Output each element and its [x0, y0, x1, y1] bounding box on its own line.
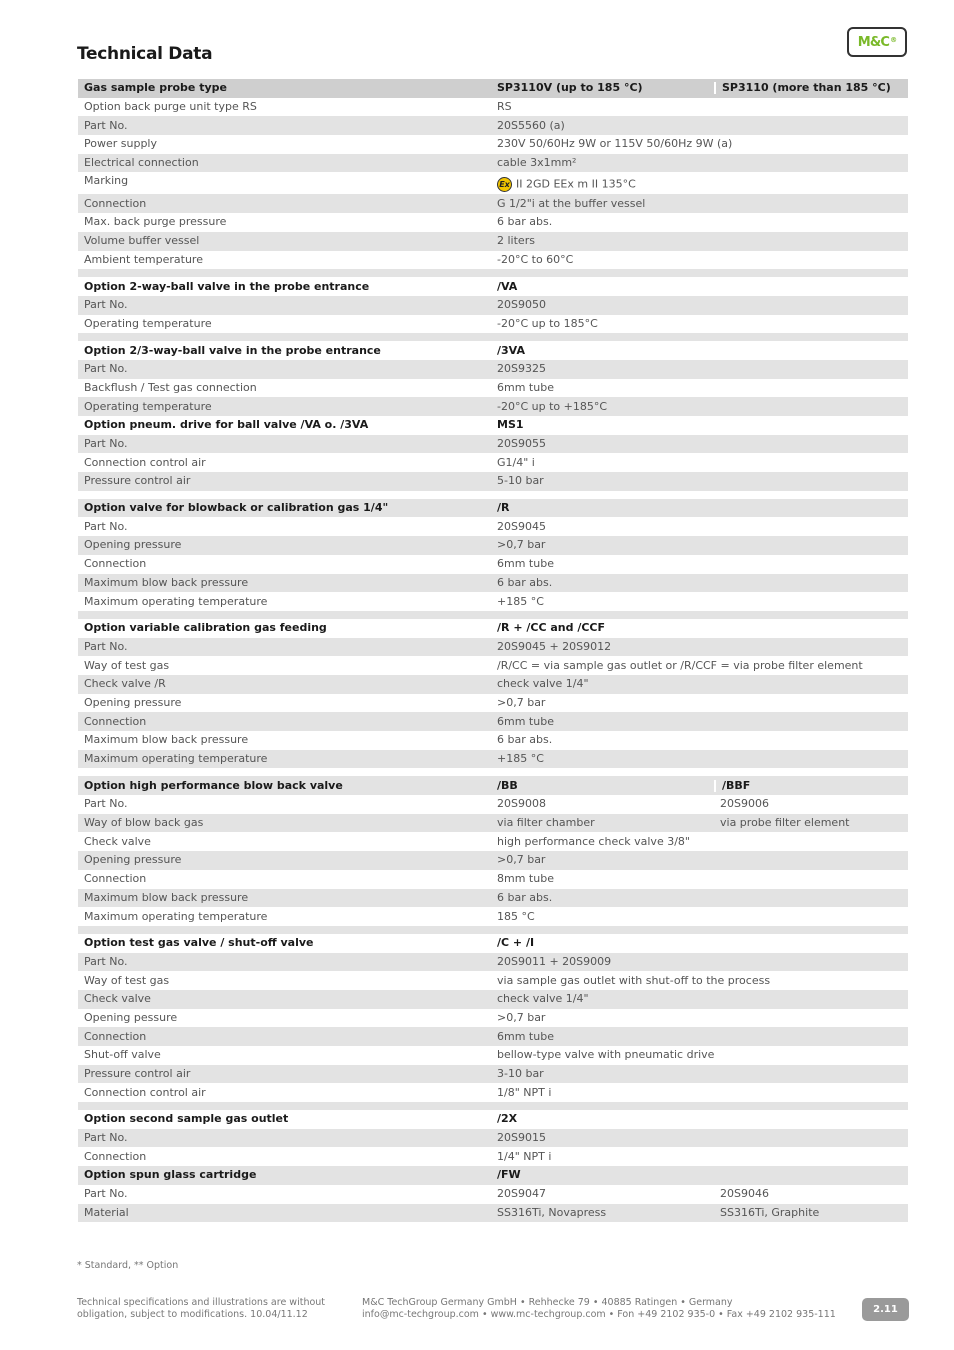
row-value	[491, 177, 908, 192]
row-label: Option valve for blowback or calibration gas 1/4"	[84, 502, 389, 515]
row-value: 5-10 bar	[497, 475, 544, 488]
row-value: 230V 50/60Hz 9W or 115V 50/60Hz 9W (a)	[497, 138, 733, 151]
row-value: 6mm tube	[497, 381, 554, 394]
row-label: Way of blow back gas	[84, 817, 204, 830]
table-row	[78, 360, 908, 379]
table-row	[78, 1129, 908, 1148]
row-value: 20S9047	[497, 1187, 546, 1201]
table-row	[78, 638, 908, 657]
table-row	[78, 172, 908, 194]
row-value: /C + /I	[497, 937, 535, 950]
table-row	[78, 656, 908, 675]
row-label: Pressure control air	[84, 1068, 191, 1081]
row-value: 6mm tube	[497, 558, 554, 571]
row-value: /R	[497, 502, 510, 515]
section-divider	[78, 333, 908, 341]
header-col-sp3110: SP3110 (more than 185 °C)	[714, 82, 908, 94]
row-value: 20S9015	[497, 1132, 546, 1145]
table-row	[78, 1027, 908, 1046]
row-label: Option back purge unit type RS	[84, 101, 257, 114]
table-row	[78, 1009, 908, 1028]
row-label: Opening pressure	[84, 854, 182, 867]
table-row	[78, 731, 908, 750]
section-header-row	[78, 416, 908, 435]
row-value: 6 bar abs.	[497, 891, 553, 904]
row-label: Option variable calibration gas feeding	[84, 622, 327, 635]
ex-hazard-icon: Ex	[497, 177, 512, 192]
section-header-row	[78, 499, 908, 518]
row-label: Part No.	[84, 520, 128, 533]
row-value: -20°C to 60°C	[497, 253, 574, 266]
table-row	[78, 213, 908, 232]
section-header-row	[78, 619, 908, 638]
table-row	[78, 675, 908, 694]
table-row	[78, 592, 908, 611]
registered-mark: ®	[890, 36, 897, 44]
table-row	[78, 154, 908, 173]
table-row	[78, 971, 908, 990]
table-row	[78, 889, 908, 908]
row-label: Operating temperature	[84, 317, 212, 330]
row-label: Check valve	[84, 993, 151, 1006]
table-row	[78, 555, 908, 574]
marking-value: II 2GD EEx m II 135°C	[516, 177, 636, 191]
row-value: 20S9055	[497, 438, 546, 451]
table-row	[78, 1147, 908, 1166]
table-row	[78, 1046, 908, 1065]
footer-contact-line: info@mc-techgroup.com • www.mc-techgroup.com • Fon +49 2102 935-0 • Fax +49 2102 935-111	[362, 1309, 836, 1320]
row-label: Part No.	[84, 955, 128, 968]
row-value: via filter chamber	[497, 816, 595, 830]
table-row	[78, 1204, 908, 1223]
row-value: 6 bar abs.	[497, 734, 553, 747]
table-row	[78, 116, 908, 135]
row-label: Connection	[84, 873, 147, 886]
row-label: Part No.	[84, 119, 128, 132]
table-row	[78, 435, 908, 454]
section-header-row	[78, 934, 908, 953]
table-row	[78, 750, 908, 769]
row-label: Option second sample gas outlet	[84, 1113, 289, 1126]
row-label: Maximum blow back pressure	[84, 734, 249, 747]
row-value: 20S9045 + 20S9012	[497, 640, 612, 653]
row-label: Maximum operating temperature	[84, 910, 268, 923]
row-label: Option 2/3-way-ball valve in the probe entrance	[84, 344, 381, 357]
row-value: 20S9325	[497, 363, 546, 376]
row-label: Power supply	[84, 138, 157, 151]
row-label: Maximum blow back pressure	[84, 576, 249, 589]
page-title: Technical Data	[77, 44, 213, 64]
row-label: Volume buffer vessel	[84, 235, 200, 248]
table-row	[78, 315, 908, 334]
table-row	[78, 453, 908, 472]
row-label: Connection control air	[84, 456, 206, 469]
row-label: Opening pressure	[84, 696, 182, 709]
section-divider	[78, 491, 908, 499]
row-label: Shut-off valve	[84, 1049, 161, 1062]
row-label: Part No.	[84, 640, 128, 653]
section-header-row	[78, 277, 908, 296]
row-value: 20S9011 + 20S9009	[497, 955, 612, 968]
footer-disclaimer-line: Technical specifications and illustrations are without	[77, 1297, 326, 1308]
section-divider	[78, 1102, 908, 1110]
row-value: RS	[497, 101, 512, 114]
row-value: MS1	[497, 419, 524, 432]
row-value: /R/CC = via sample gas outlet or /R/CCF = via probe filter element	[497, 659, 863, 672]
row-value: 3-10 bar	[497, 1068, 544, 1081]
table-row	[78, 832, 908, 851]
section-header-row	[78, 341, 908, 360]
row-value: 6mm tube	[497, 1030, 554, 1043]
technical-data-table	[78, 79, 908, 1222]
row-value: /2X	[497, 1113, 518, 1126]
header-col-sp3110v: SP3110V (up to 185 °C)	[497, 81, 643, 95]
row-value: 6 bar abs.	[497, 216, 553, 229]
row-value: >0,7 bar	[497, 1011, 546, 1024]
table-row	[78, 472, 908, 491]
row-value: +185 °C	[497, 595, 544, 608]
row-label: Operating temperature	[84, 400, 212, 413]
row-label: Part No.	[84, 798, 128, 811]
row-label: Backflush / Test gas connection	[84, 381, 257, 394]
table-row	[78, 851, 908, 870]
row-value: 185 °C	[497, 910, 535, 923]
row-value: /VA	[497, 280, 518, 293]
table-row	[78, 795, 908, 814]
row-value: 8mm tube	[497, 873, 554, 886]
row-label: Maximum operating temperature	[84, 753, 268, 766]
header-label: Gas sample probe type	[84, 82, 227, 95]
row-value: 20S9008	[497, 797, 546, 811]
row-label: Option test gas valve / shut-off valve	[84, 937, 314, 950]
table-row	[78, 194, 908, 213]
table-row	[78, 296, 908, 315]
row-label: Connection	[84, 197, 147, 210]
row-value: 6 bar abs.	[497, 576, 553, 589]
section-header-row	[78, 1110, 908, 1129]
table-row	[78, 1185, 908, 1204]
row-label: Connection	[84, 1150, 147, 1163]
row-value-alt: via probe filter element	[720, 817, 850, 830]
row-label: Electrical connection	[84, 157, 199, 170]
table-row	[78, 712, 908, 731]
row-value-alt: /BBF	[714, 780, 908, 792]
row-value-alt: SS316Ti, Graphite	[720, 1206, 820, 1219]
row-value: 20S5560 (a)	[497, 119, 565, 132]
section-divider	[78, 768, 908, 776]
row-label: Option pneum. drive for ball valve /VA o. /3VA	[84, 419, 369, 432]
row-label: Option high performance blow back valve	[84, 779, 343, 792]
table-row	[78, 536, 908, 555]
table-row	[78, 251, 908, 270]
table-row	[78, 1065, 908, 1084]
table-row	[78, 517, 908, 536]
table-row	[78, 1083, 908, 1102]
row-value: SS316Ti, Novapress	[497, 1205, 607, 1219]
row-label: Marking	[84, 174, 129, 188]
row-value: G1/4" i	[497, 456, 535, 469]
logo-text: M&C	[857, 34, 890, 50]
row-label: Connection control air	[84, 1086, 206, 1099]
footer-company-info	[362, 1297, 836, 1321]
section-header-row	[78, 776, 908, 795]
row-value: G 1/2"i at the buffer vessel	[497, 197, 646, 210]
table-row	[78, 379, 908, 398]
row-label: Maximum blow back pressure	[84, 891, 249, 904]
row-value: /BB	[497, 778, 518, 792]
row-label: Connection	[84, 715, 147, 728]
row-value: /FW	[497, 1169, 521, 1182]
table-row	[78, 397, 908, 416]
row-value-alt: 20S9046	[720, 1188, 769, 1201]
row-label: Part No.	[84, 438, 128, 451]
row-label: Way of test gas	[84, 974, 170, 987]
row-value: 2 liters	[497, 235, 535, 248]
row-label: Max. back purge pressure	[84, 216, 227, 229]
row-value: >0,7 bar	[497, 539, 546, 552]
section-header-row	[78, 1166, 908, 1185]
row-value: 20S9045	[497, 520, 546, 533]
row-value: cable 3x1mm²	[497, 157, 577, 170]
row-label: Part No.	[84, 363, 128, 376]
page-number-badge: 2.11	[862, 1298, 909, 1321]
row-label: Check valve	[84, 835, 151, 848]
row-value: /3VA	[497, 344, 525, 357]
mc-logo	[847, 27, 907, 57]
row-value: bellow-type valve with pneumatic drive	[497, 1049, 715, 1062]
row-label: Connection	[84, 558, 147, 571]
row-value: +185 °C	[497, 753, 544, 766]
footer-address-line: M&C TechGroup Germany GmbH • Rehhecke 79 • 40885 Ratingen • Germany	[362, 1297, 733, 1308]
row-value: high performance check valve 3/8"	[497, 835, 690, 848]
row-label: Maximum operating temperature	[84, 595, 268, 608]
row-label: Pressure control air	[84, 475, 191, 488]
table-row	[78, 98, 908, 117]
footnote: * Standard, ** Option	[77, 1260, 179, 1271]
section-divider	[78, 269, 908, 277]
row-value: 1/8" NPT i	[497, 1086, 552, 1099]
row-value: -20°C up to 185°C	[497, 317, 598, 330]
row-value: >0,7 bar	[497, 696, 546, 709]
table-header-row	[78, 79, 908, 98]
row-label: Part No.	[84, 299, 128, 312]
row-value: 6mm tube	[497, 715, 554, 728]
section-divider	[78, 926, 908, 934]
footer-disclaimer-line: obligation, subject to modifications. 10.04/11.12	[77, 1309, 308, 1320]
row-label: Check valve /R	[84, 678, 166, 691]
row-label: Part No.	[84, 1132, 128, 1145]
row-label: Option spun glass cartridge	[84, 1169, 257, 1182]
section-divider	[78, 611, 908, 619]
row-label: Way of test gas	[84, 659, 170, 672]
row-value: /R + /CC and /CCF	[497, 622, 605, 635]
row-value: 1/4" NPT i	[497, 1150, 552, 1163]
table-row	[78, 814, 908, 833]
row-value-alt: 20S9006	[720, 798, 769, 811]
table-row	[78, 232, 908, 251]
row-value: check valve 1/4"	[497, 993, 589, 1006]
row-label: Opening pessure	[84, 1011, 178, 1024]
row-label: Material	[84, 1206, 129, 1219]
row-value: via sample gas outlet with shut-off to the process	[497, 974, 771, 987]
table-row	[78, 870, 908, 889]
table-row	[78, 990, 908, 1009]
table-row	[78, 135, 908, 154]
table-row	[78, 907, 908, 926]
row-value: >0,7 bar	[497, 854, 546, 867]
row-label: Ambient temperature	[84, 253, 203, 266]
row-value: 20S9050	[497, 299, 546, 312]
row-label: Opening pressure	[84, 539, 182, 552]
table-row	[78, 694, 908, 713]
row-value: check valve 1/4"	[497, 678, 589, 691]
row-label: Part No.	[84, 1188, 128, 1201]
footer-disclaimer	[77, 1297, 347, 1321]
row-label: Option 2-way-ball valve in the probe entrance	[84, 280, 370, 293]
row-value: -20°C up to +185°C	[497, 400, 608, 413]
row-label: Connection	[84, 1030, 147, 1043]
table-row	[78, 953, 908, 972]
table-row	[78, 574, 908, 593]
